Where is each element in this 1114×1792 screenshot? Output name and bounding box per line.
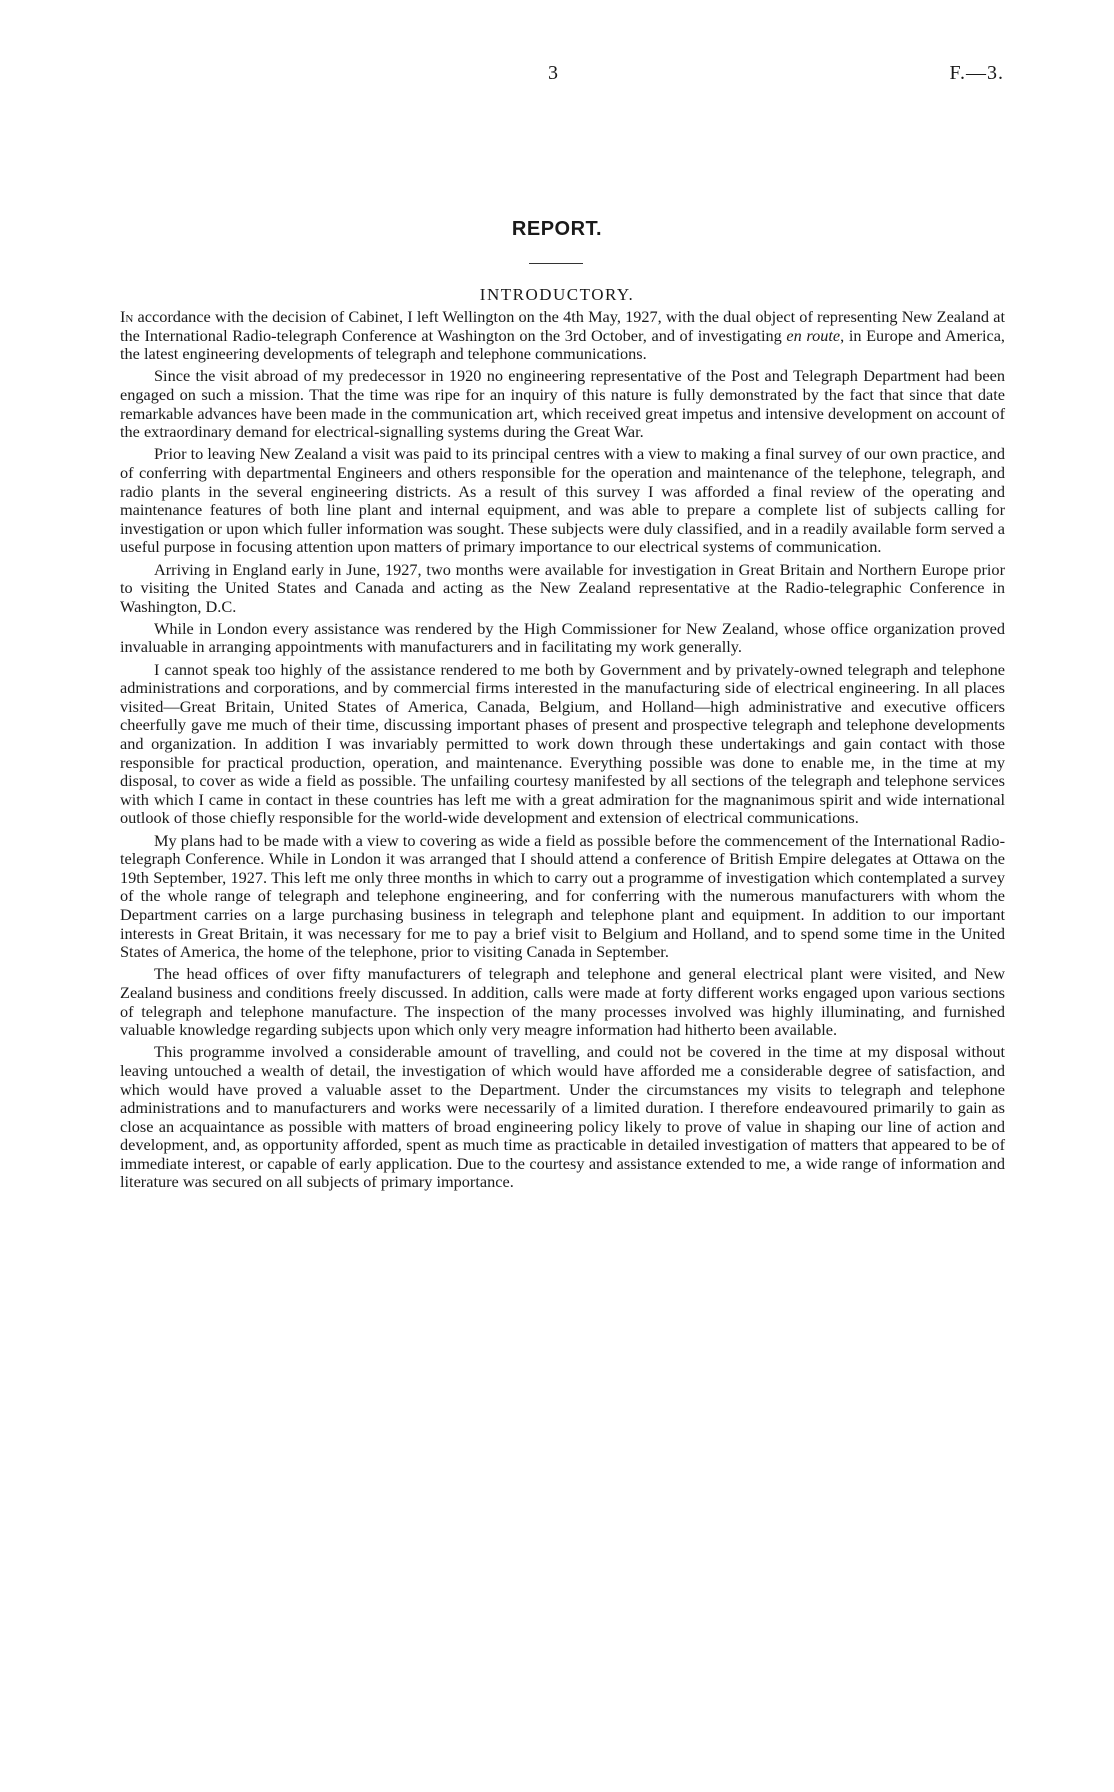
paragraph-1 xyxy=(120,308,1005,364)
paragraph-4: Arriving in England early in June, 1927, two months were available for investigation in Great Britain and Northern Europe prior to visiting the United States and Canada and acting as the New Zealand representative at the Radio-telegraphic Conference in Washington, D.C. xyxy=(120,559,1005,616)
paragraph-8: The head offices of over fifty manufacturers of telegraph and telephone and general electrical plant were visited, and New Zealand business and conditions freely discussed. In addition, calls were made at forty different works engaged upon various sections of telegraph and telephone manufacture. The inspection of the many processes involved was highly illuminating, and furnished valuable knowledge regarding subjects upon which only very meagre information had hitherto been available. xyxy=(120,964,1005,1040)
paragraph-9: This programme involved a considerable amount of travelling, and could not be covered in the time at my disposal without leaving untouched a wealth of detail, the investigation of which would have afforded me a considerable degree of satisfaction, and which would have proved a valuable asset to the Department. Under the circumstances my visits to telegraph and telephone administrations and to manufacturers and works were necessarily of a limited duration. I therefore endeavoured primarily to gain as close an acquaintance as possible with matters of broad engineering policy likely to prove of value in shaping our line of action and development, and, as opportunity afforded, spent as much time as practicable in detailed investigation of matters that appeared to be of immediate interest, or capable of early application. Due to the courtesy and assistance extended to me, a wide range of information and literature was secured on all subjects of primary importance. xyxy=(120,1042,1005,1192)
paragraph-3: Prior to leaving New Zealand a visit was paid to its principal centres with a view to making a final survey of our own practice, and of conferring with departmental Engineers and others responsible for the operation and maintenance of the telephone, telegraph, and radio plants in the several engineering districts. As a result of this survey I was afforded a final review of the operating and maintenance features of both line plant and internal equipment, and was able to prepare a complete list of subjects calling for investigation or upon which fuller information was sought. These subjects were duly classified, and in a readily available form served a useful purpose in focusing attention upon matters of primary importance to our electrical systems of communication. xyxy=(120,444,1005,557)
paragraph-1-text-a: accordance with the decision of Cabinet, I left Wellington on the 4th May, 1927, with the dual object of representing New Zealand at the International Radio-telegraph Conference at Washington on the 3rd October, and of investigating xyxy=(120,307,1005,345)
document-reference: F.—3. xyxy=(949,62,1004,84)
title-divider xyxy=(529,263,583,264)
paragraph-1-italic-phrase: en route xyxy=(786,325,841,345)
report-title: REPORT. xyxy=(511,218,603,240)
paragraph-7: My plans had to be made with a view to covering as wide a field as possible before the commencement of the International Radio-telegraph Conference. While in London it was arranged that I should attend a conference of British Empire delegates at Ottawa on the 19th September, 1927. This left me only three months in which to carry out a programme of investigation which contemplated a survey of the whole range of telegraph and telephone engineering, and for conferring with the numerous manufacturers with whom the Department carries on a large purchasing business in telegraph and telephone plant and equipment. In addition to our important interests in Great Britain, it was necessary for me to pay a brief visit to Belgium and Holland, and to spend some time in the United States of America, the home of the telephone, prior to visiting Canada in September. xyxy=(120,830,1005,962)
paragraph-1-lead-word: In xyxy=(120,307,134,326)
paragraph-2: Since the visit abroad of my predecessor in 1920 no engineering representative of the Post and Telegraph Department had been engaged on such a mission. That the time was ripe for an inquiry of this nature is fully demonstrated by the fact that since that date remarkable advances have been made in the communication art, which received great impetus and intensive development on account of the extraordinary demand for electrical-signalling systems during the Great War. xyxy=(120,366,1005,442)
paragraph-6: I cannot speak too highly of the assistance rendered to me both by Government and by privately-owned telegraph and telephone administrations and corporations, and by commercial firms interested in the manufacturing side of electrical engineering. In all places visited—Great Britain, United States of America, Canada, Belgium, and Holland—high administrative and executive officers cheerfully gave me much of their time, discussing important phases of present and prospective telegraph and telephone developments and organization. In addition I was invariably permitted to work down through these undertakings and gain contact with those responsible for practical production, operation, and maintenance. Everything possible was done to enable me, in the time at my disposal, to cover as wide a field as possible. The unfailing courtesy manifested by all sections of the telegraph and telephone services with which I came in contact in these countries has left me with a great admiration for the magnanimous spirit and wide international outlook of those chiefly responsible for the world-wide development and extension of electrical communications. xyxy=(120,659,1005,828)
page-number: 3 xyxy=(548,62,558,84)
paragraph-1-text-b: , in Europe and America, the latest engineering developments of telegraph and telephone communications. xyxy=(120,325,1005,364)
section-heading: INTRODUCTORY. xyxy=(479,285,635,304)
paragraph-5: While in London every assistance was rendered by the High Commissioner for New Zealand, whose office organization proved invaluable in arranging appointments with manufacturers and in facilitating my work generally. xyxy=(120,618,1005,657)
report-body xyxy=(120,308,1005,1196)
